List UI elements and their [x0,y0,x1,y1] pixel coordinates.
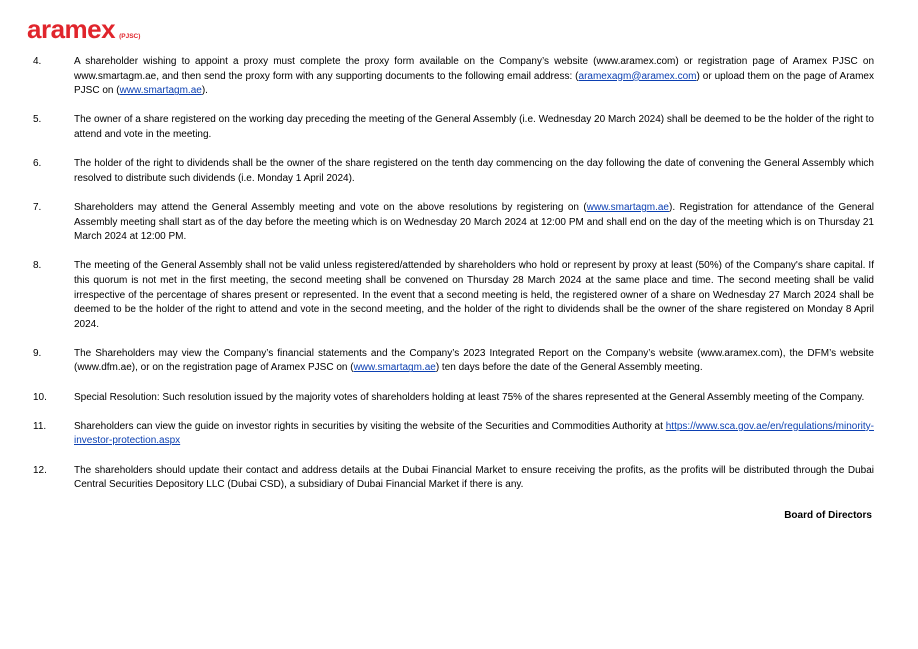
list-item [33,420,874,449]
item-text-segment: The Shareholders may view the Company’s financial statements and the Company’s 2023 Integrated Report on the Company’s website (www.aramex.com), the DFM’s website (www.dfm.ae), or on the registration page of Aramex PJSC on ( [74,347,874,374]
item-text-segment: The holder of the right to dividends shall be the owner of the share registered on the tenth day commencing on the day following the date of convening the General Assembly which resolved to distribute such dividends (i.e. Monday 1 April 2024). [74,158,874,184]
list-item [33,201,874,245]
numbered-notes-list [33,55,874,507]
item-text [74,55,874,99]
item-link[interactable]: www.smartagm.ae [119,85,202,97]
item-number: 4. [33,56,42,67]
item-text-segment: ) ten days before the date of the General Assembly meeting. [435,362,703,374]
item-number: 9. [33,347,42,359]
item-text [74,113,874,142]
list-item [33,391,874,406]
item-number: 11. [33,420,47,432]
signature-board-of-directors: Board of Directors [784,510,872,521]
list-item [33,347,874,376]
item-text [74,157,874,186]
item-text [74,259,874,332]
item-link[interactable]: www.smartagm.ae [353,362,436,374]
item-number: 8. [33,260,42,272]
item-number: 7. [33,201,42,213]
item-text-segment: ). Registration for attendance of the General Assembly meeting shall start as of the day before the meeting which is on Wednesday 20 March 2024 at 12:00 PM and shall end on the day of the meeting which is on Thursday 21 March 2024 at 12:00 PM. [74,201,874,243]
item-text [74,464,874,493]
logo-wordmark: aramex [27,14,116,44]
item-text-segment: Shareholders can view the guide on investor rights in securities by visiting the website of the Securities and Commodities Authority at [74,420,666,432]
item-number: 6. [33,158,42,170]
item-text-segment: The owner of a share registered on the working day preceding the meeting of the General Assembly (i.e. Wednesday 20 March 2024) shall be deemed to be the holder of the right to attend and vote in the meeting. [74,114,874,140]
item-text-segment: Special Resolution: Such resolution issued by the majority votes of shareholders holding at least 75% of the shares represented at the General Assembly meeting of the Company. [74,391,865,403]
item-text-segment: A shareholder wishing to appoint a proxy must complete the proxy form available on the Company’s website (www.aramex.com) or registration page of Aramex PJSC on www.smartagm.ae, and then send the proxy form with any supporting documents to the following email address: ( [74,56,874,82]
aramex-logo [27,16,140,42]
item-number: 5. [33,114,42,126]
item-text-segment: ) or upload them on the page of Aramex PJSC on ( [74,70,874,97]
list-item [33,464,874,493]
item-text [74,391,874,406]
list-item [33,55,874,99]
item-link[interactable]: aramexagm@aramex.com [578,70,697,82]
list-item [33,113,874,142]
list-item [33,259,874,332]
item-text-segment: Shareholders may attend the General Assembly meeting and vote on the above resolutions by registering on ( [74,201,587,213]
item-number: 10. [33,391,47,403]
item-text-segment: The meeting of the General Assembly shall not be valid unless registered/attended by shareholders who hold or represent by proxy at least (50%) of the Company's share capital. If this quorum is not met in the first meeting, the second meeting shall be convened on Thursday 28 March 2024 at the same place and time. The second meeting shall be valid irrespective of the percentage of shares present or represented. In the event that a second meeting is held, the registered owner of a share on Wednesday 27 March 2024 shall be deemed to be the holder of the right to attend and vote in the second meeting, and the holder of the right to dividends shall be the owner of the share registered on Monday 8 April 2024. [74,260,874,330]
item-text [74,420,874,449]
item-text-segment: The shareholders should update their contact and address details at the Dubai Financial Market to ensure receiving the profits, as the profits will be distributed through the Dubai Central Securities Depository LLC (Dubai CSD), a subsidiary of Dubai Financial Market if there is any. [74,464,874,491]
item-link[interactable]: www.smartagm.ae [586,201,669,213]
item-number: 12. [33,464,47,476]
item-text [74,201,874,245]
item-link[interactable]: https://www.sca.gov.ae/en/regulations/minority-investor-protection.aspx [74,420,874,447]
item-text [74,347,874,376]
item-text-segment: ). [201,85,208,97]
logo-pjsc-label: (PJSC) [119,33,141,40]
list-item [33,157,874,186]
